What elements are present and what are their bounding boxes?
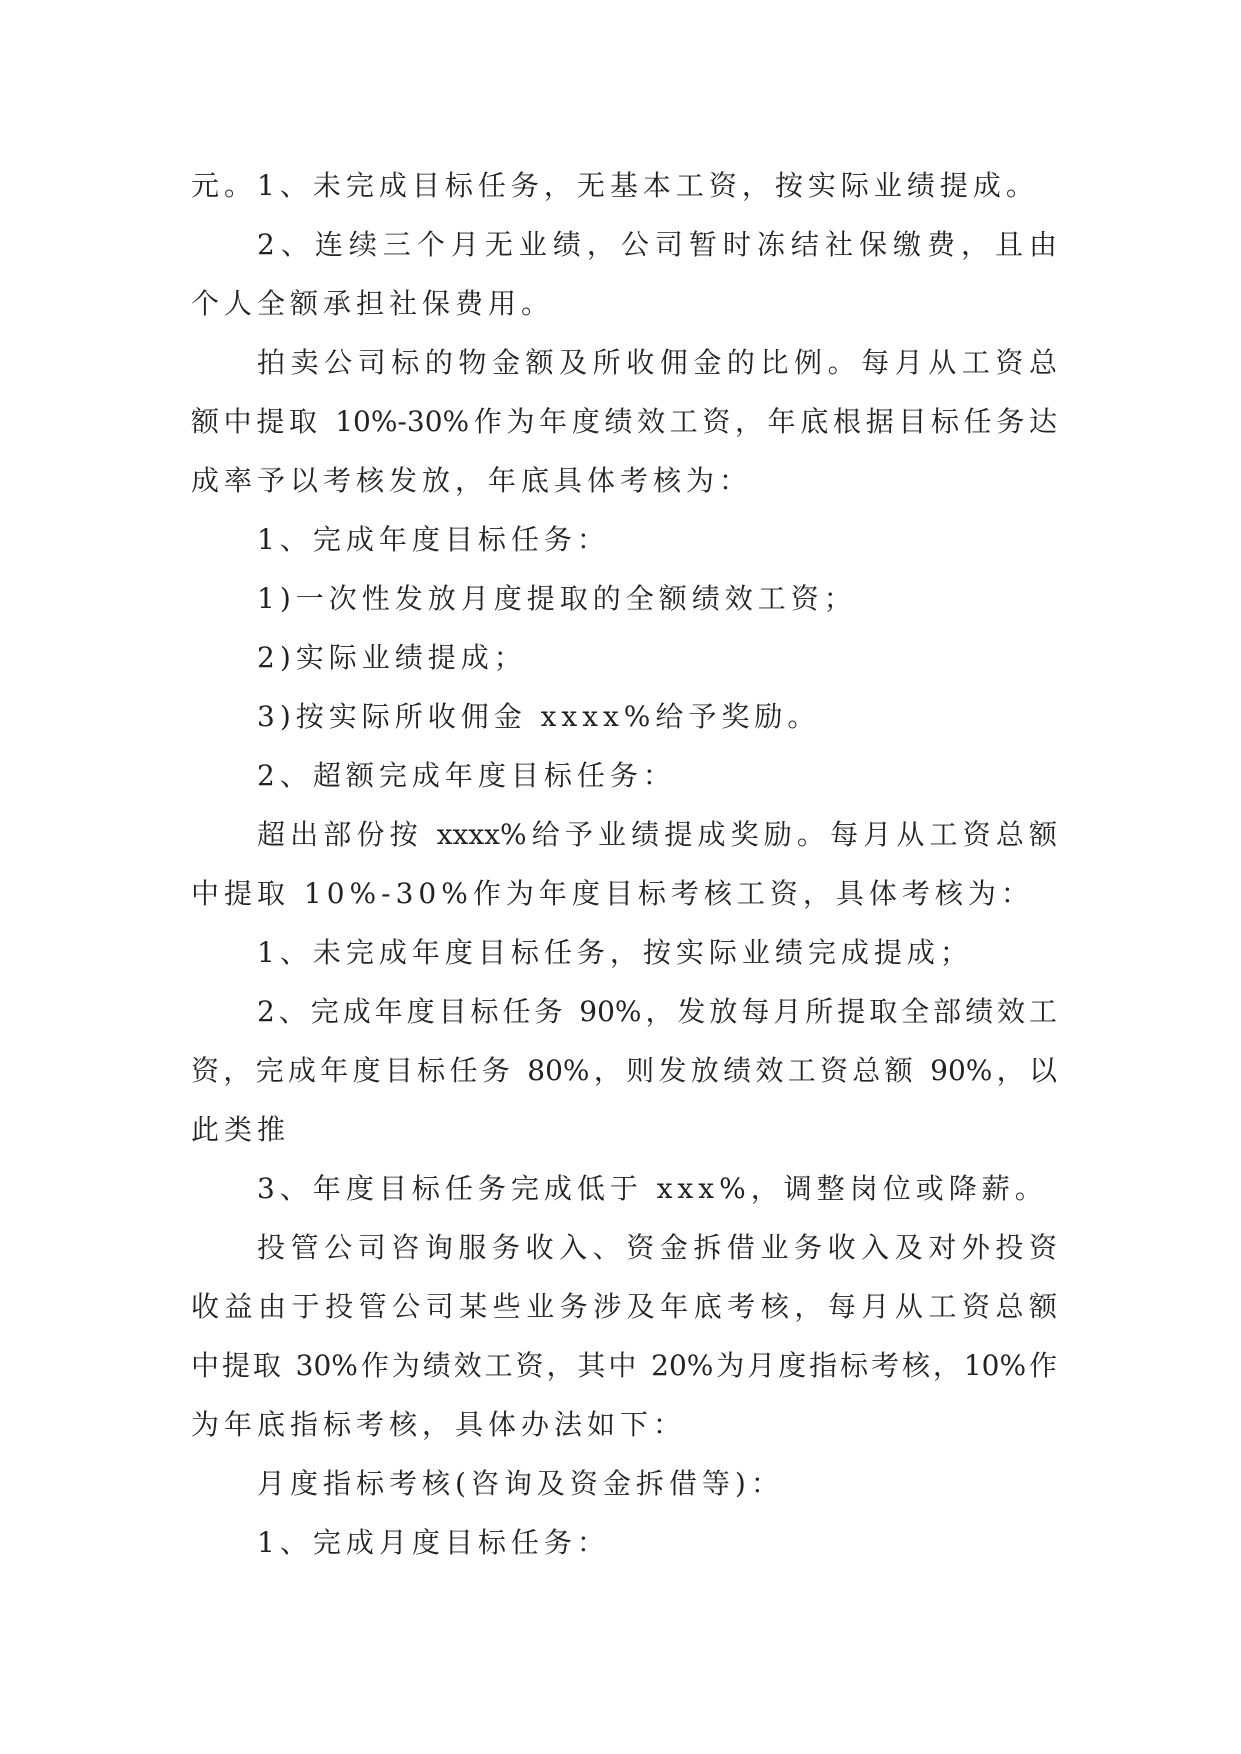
text-line: 收益由于投管公司某些业务涉及年底考核，每月从工资总额 <box>191 1290 1057 1323</box>
text-line: 投管公司咨询服务收入、资金拆借业务收入及对外投资 <box>257 1231 1057 1264</box>
text-line: 1、完成年度目标任务： <box>257 523 610 556</box>
text-line: 1)一次性发放月度提取的全额绩效工资； <box>257 582 857 615</box>
text-line: 1、未完成年度目标任务，按实际业绩完成提成； <box>257 936 973 969</box>
text-line: 超出部份按 xxxx%给予业绩提成奖励。每月从工资总额 <box>257 818 1057 851</box>
paragraph <box>191 510 1057 569</box>
text-line: 3、年度目标任务完成低于 xxx%，调整岗位或降薪。 <box>257 1172 1048 1205</box>
paragraph <box>191 1513 1057 1572</box>
text-line: 此类推 <box>191 1113 291 1146</box>
text-line: 中提取 10%-30%作为年度目标考核工资，具体考核为： <box>191 877 1034 910</box>
text-line: 成率予以考核发放，年底具体考核为： <box>191 464 753 497</box>
paragraph <box>191 333 1057 510</box>
text-line: 额中提取 10%-30%作为年度绩效工资，年底根据目标任务达 <box>191 405 1057 438</box>
paragraph <box>191 1454 1057 1513</box>
text-line: 3)按实际所收佣金 xxxx%给予奖励。 <box>257 700 821 733</box>
paragraph <box>191 1159 1057 1218</box>
body-text <box>191 156 1057 1572</box>
paragraph <box>191 1218 1057 1454</box>
text-line: 2、完成年度目标任务 90%，发放每月所提取全部绩效工 <box>257 995 1057 1028</box>
text-line: 拍卖公司标的物金额及所收佣金的比例。每月从工资总 <box>257 346 1057 379</box>
text-line: 2、超额完成年度目标任务： <box>257 759 676 792</box>
text-line: 个人全额承担社保费用。 <box>191 287 555 320</box>
paragraph <box>191 746 1057 805</box>
paragraph <box>191 156 1057 215</box>
text-line: 为年底指标考核，具体办法如下： <box>191 1408 687 1441</box>
text-line: 2)实际业绩提成； <box>257 641 527 674</box>
text-line: 月度指标考核(咨询及资金拆借等)： <box>257 1467 784 1500</box>
paragraph <box>191 569 1057 628</box>
text-line: 1、完成月度目标任务： <box>257 1526 610 1559</box>
paragraph <box>191 215 1057 333</box>
paragraph <box>191 982 1057 1159</box>
paragraph <box>191 628 1057 687</box>
paragraph <box>191 805 1057 923</box>
text-line: 中提取 30%作为绩效工资，其中 20%为月度指标考核，10%作 <box>191 1349 1057 1382</box>
text-line: 元。1、未完成目标任务，无基本工资，按实际业绩提成。 <box>191 169 1039 202</box>
paragraph <box>191 687 1057 746</box>
text-line: 资，完成年度目标任务 80%，则发放绩效工资总额 90%，以 <box>191 1054 1057 1087</box>
paragraph <box>191 923 1057 982</box>
text-line: 2、连续三个月无业绩，公司暂时冻结社保缴费，且由 <box>257 228 1057 261</box>
